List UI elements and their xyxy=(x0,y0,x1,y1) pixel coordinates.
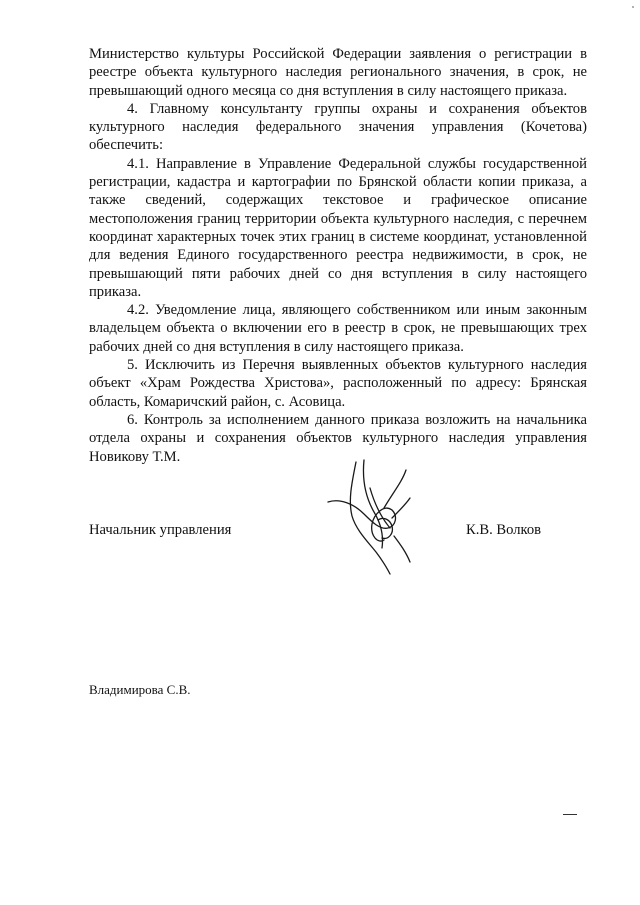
paragraph-item-5: 5. Исключить из Перечня выявленных объектов культурного наследия объект «Храм Рождества Христова», расположенный по адресу: Брянская область, Комаричский район, с. Асовица. xyxy=(89,357,587,410)
scan-speck xyxy=(632,6,634,8)
paragraph-item-4-1: 4.1. Направление в Управление Федеральной службы государственной регистрации, кадастра и картографии по Брянской области копии приказа, а также сведений, содержащих текстовое и графическое описание местоположения границ территории объекта культурного наследия, с перечнем координат характерных точек этих границ в системе координат, установленной для ведения Единого государственного реестра недвижимости, в срок, не превышающий пяти рабочих дней со дня вступления в силу настоящего приказа. xyxy=(89,155,587,300)
document-body xyxy=(89,45,587,466)
corner-dash-mark xyxy=(563,814,577,815)
paragraph-item-6: 6. Контроль за исполнением данного приказа возложить на начальника отдела охраны и сохранения объектов культурного наследия управления Новикову Т.М. xyxy=(89,411,587,465)
paragraph-continuation: Министерство культуры Российской Федерации заявления о регистрации в реестре объекта культурного наследия регионального значения, в срок, не превышающий одного месяца со дня вступления в силу настоящего приказа. xyxy=(89,46,587,99)
executor-name: Владимирова С.В. xyxy=(89,682,191,697)
handwritten-signature xyxy=(322,458,442,578)
signatory-title: Начальник управления xyxy=(89,522,232,538)
paragraph-item-4: 4. Главному консультанту группы охраны и сохранения объектов культурного наследия федерального значения управления (Кочетова) обеспечить: xyxy=(89,100,587,154)
paragraph-item-4-2: 4.2. Уведомление лица, являющего собственником или иным законным владельцем объекта о включении его в реестр в срок, не превышающих трех рабочих дней со дня вступления в силу настоящего приказа. xyxy=(89,302,587,355)
signatory-name: К.В. Волков xyxy=(466,522,542,538)
